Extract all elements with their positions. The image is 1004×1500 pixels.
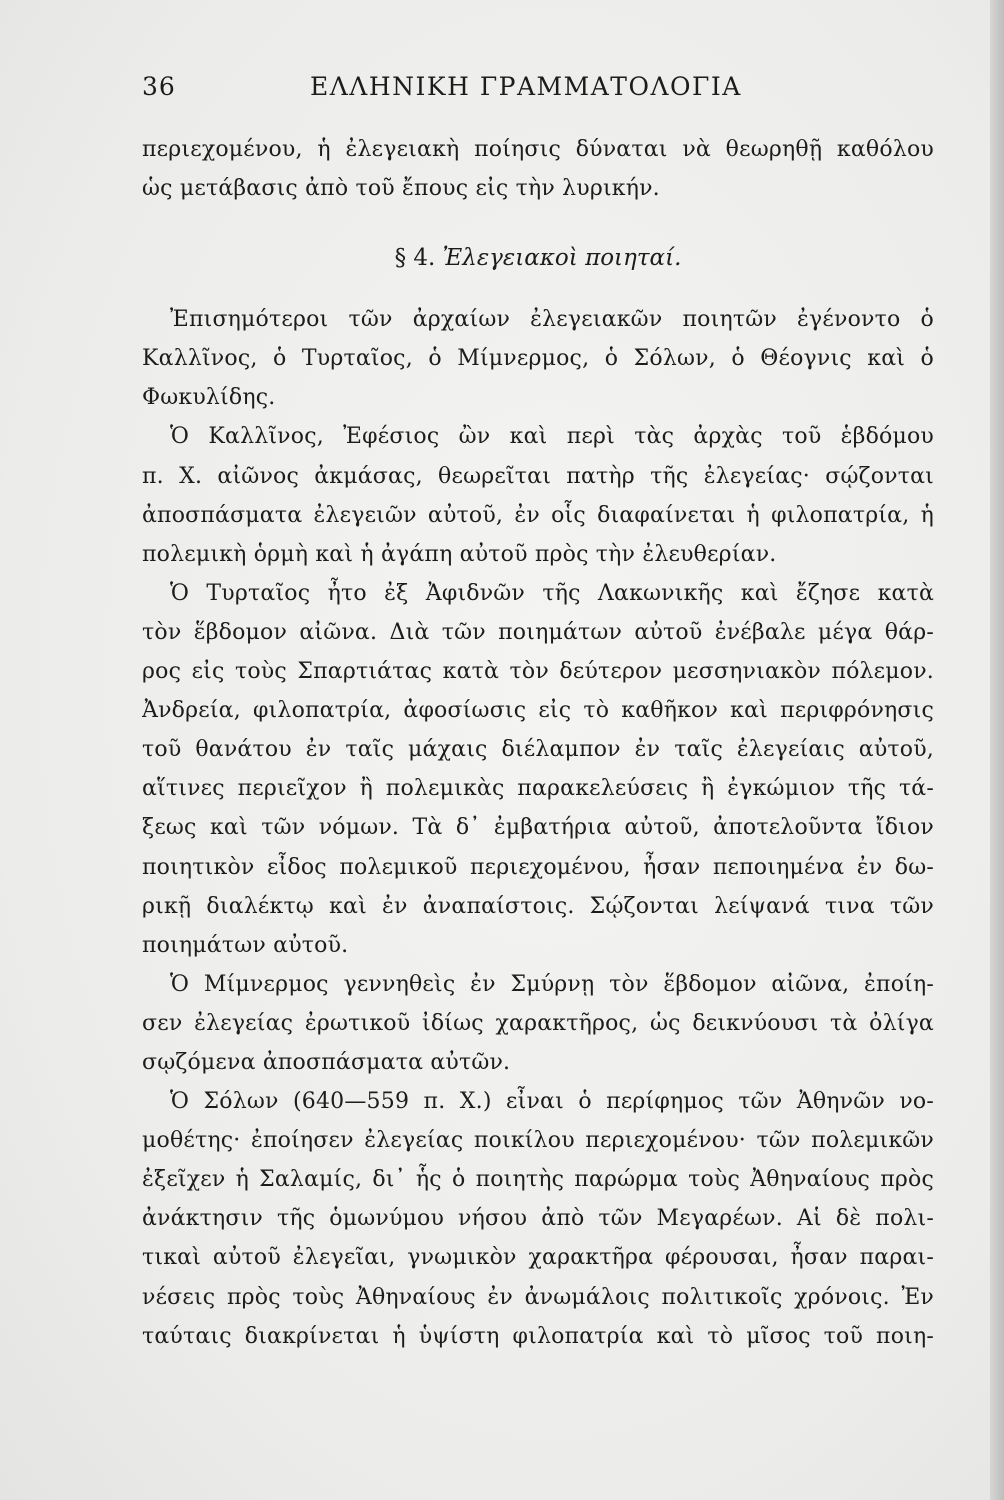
text-line: ρος εἰς τοὺς Σπαρτιάτας κατὰ τὸν δεύτερον μεσσηνιακὸν πόλεμον. (142, 659, 934, 685)
text-line: ξεως καὶ τῶν νόμων. Τὰ δ᾽ ἐμβατήρια αὐτοῦ, ἀποτελοῦντα ἴδιον (142, 815, 934, 841)
section-heading (142, 208, 934, 300)
text-line: π. Χ. αἰῶνος ἀκμάσας, θεωρεῖται πατὴρ τῆς ἐλεγείας· σῴζονται (142, 463, 934, 489)
page-edge (990, 0, 1004, 1500)
text-line: Καλλῖνος, ὁ Τυρταῖος, ὁ Μίμνερμος, ὁ Σόλων, ὁ Θέογνις καὶ ὁ (142, 346, 934, 372)
page-number: 36 (142, 72, 176, 101)
running-head (142, 72, 932, 112)
text-line: ποιητικὸν εἶδος πολεμικοῦ περιεχομένου, ἦσαν πεποιημένα ἐν δω- (142, 854, 934, 880)
text-line: μοθέτης· ἐποίησεν ἐλεγείας ποικίλου περιεχομένου· τῶν πολεμικῶν (142, 1128, 934, 1154)
text-line: ἀποσπάσματα ἐλεγειῶν αὐτοῦ, ἐν οἷς διαφαίνεται ἡ φιλοπατρία, ἡ (142, 502, 934, 528)
text-line: σεν ἐλεγείας ἐρωτικοῦ ἰδίως χαρακτῆρος, ὡς δεικνύουσι τὰ ὀλίγα (142, 1010, 934, 1036)
text-line: ποιημάτων αὐτοῦ. (142, 932, 349, 958)
text-line: ἀνάκτησιν τῆς ὁμωνύμου νήσου ἀπὸ τῶν Μεγαρέων. Αἱ δὲ πολι- (142, 1206, 934, 1232)
text-line: Ἐπισημότεροι τῶν ἀρχαίων ἐλεγειακῶν ποιητῶν ἐγένοντο ὁ (170, 307, 934, 333)
text-line: Ὁ Καλλῖνος, Ἐφέσιος ὢν καὶ περὶ τὰς ἀρχὰς τοῦ ἑβδόμου (170, 424, 934, 450)
text-line: Ἀνδρεία, φιλοπατρία, ἀφοσίωσις εἰς τὸ καθῆκον καὶ περιφρόνησις (142, 698, 934, 724)
section-title: Ἐλεγειακοὶ ποιηταί. (442, 245, 682, 272)
section-number: § 4. (394, 245, 436, 272)
book-title: ΕΛΛΗΝΙΚΗ ΓΡΑΜΜΑΤΟΛΟΓΙΑ (310, 72, 742, 101)
text-line: ταύταις διακρίνεται ἡ ὑψίστη φιλοπατρία καὶ τὸ μῖσος τοῦ ποιη- (142, 1323, 934, 1349)
text-line: ρικῇ διαλέκτῳ καὶ ἐν ἀναπαίστοις. Σῴζονται λείψανά τινα τῶν (142, 893, 934, 919)
text-line: Φωκυλίδης. (142, 385, 276, 411)
text-line: περιεχομένου, ἡ ἐλεγειακὴ ποίησις δύναται νὰ θεωρηθῇ καθόλου (142, 137, 934, 162)
text-line: σῳζόμενα ἀποσπάσματα αὐτῶν. (142, 1049, 511, 1075)
text-line: Ὁ Μίμνερμος γεννηθεὶς ἐν Σμύρνῃ τὸν ἕβδομον αἰῶνα, ἐποίη- (170, 971, 934, 997)
text-line: Ὁ Τυρταῖος ἦτο ἐξ Ἀφιδνῶν τῆς Λακωνικῆς καὶ ἔζησε κατὰ (170, 580, 934, 606)
text-line: αἵτινες περιεῖχον ἢ πολεμικὰς παρακελεύσεις ἢ ἐγκώμιον τῆς τά- (142, 776, 934, 802)
text-line: τὸν ἕβδομον αἰῶνα. Διὰ τῶν ποιημάτων αὐτοῦ ἐνέβαλε μέγα θάρ- (142, 619, 934, 645)
body-text (142, 130, 934, 1356)
text-line: νέσεις πρὸς τοὺς Ἀθηναίους ἐν ἀνωμάλοις πολιτικοῖς χρόνοις. Ἐν (142, 1284, 934, 1310)
text-line: Ὁ Σόλων (640—559 π. Χ.) εἶναι ὁ περίφημος τῶν Ἀθηνῶν νο- (170, 1089, 934, 1115)
text-line: ἐξεῖχεν ἡ Σαλαμίς, δι᾽ ἧς ὁ ποιητὴς παρώρμα τοὺς Ἀθηναίους πρὸς (142, 1167, 934, 1193)
text-line: τοῦ θανάτου ἐν ταῖς μάχαις διέλαμπον ἐν ταῖς ἐλεγείαις αὐτοῦ, (142, 737, 934, 763)
text-line: πολεμικὴ ὁρμὴ καὶ ἡ ἀγάπη αὐτοῦ πρὸς τὴν ἐλευθερίαν. (142, 541, 777, 567)
text-line: τικαὶ αὐτοῦ ἐλεγεῖαι, γνωμικὸν χαρακτῆρα φέρουσαι, ἦσαν παραι- (142, 1245, 934, 1271)
text-line: ὡς μετάβασις ἀπὸ τοῦ ἔπους εἰς τὴν λυρικήν. (142, 176, 660, 202)
